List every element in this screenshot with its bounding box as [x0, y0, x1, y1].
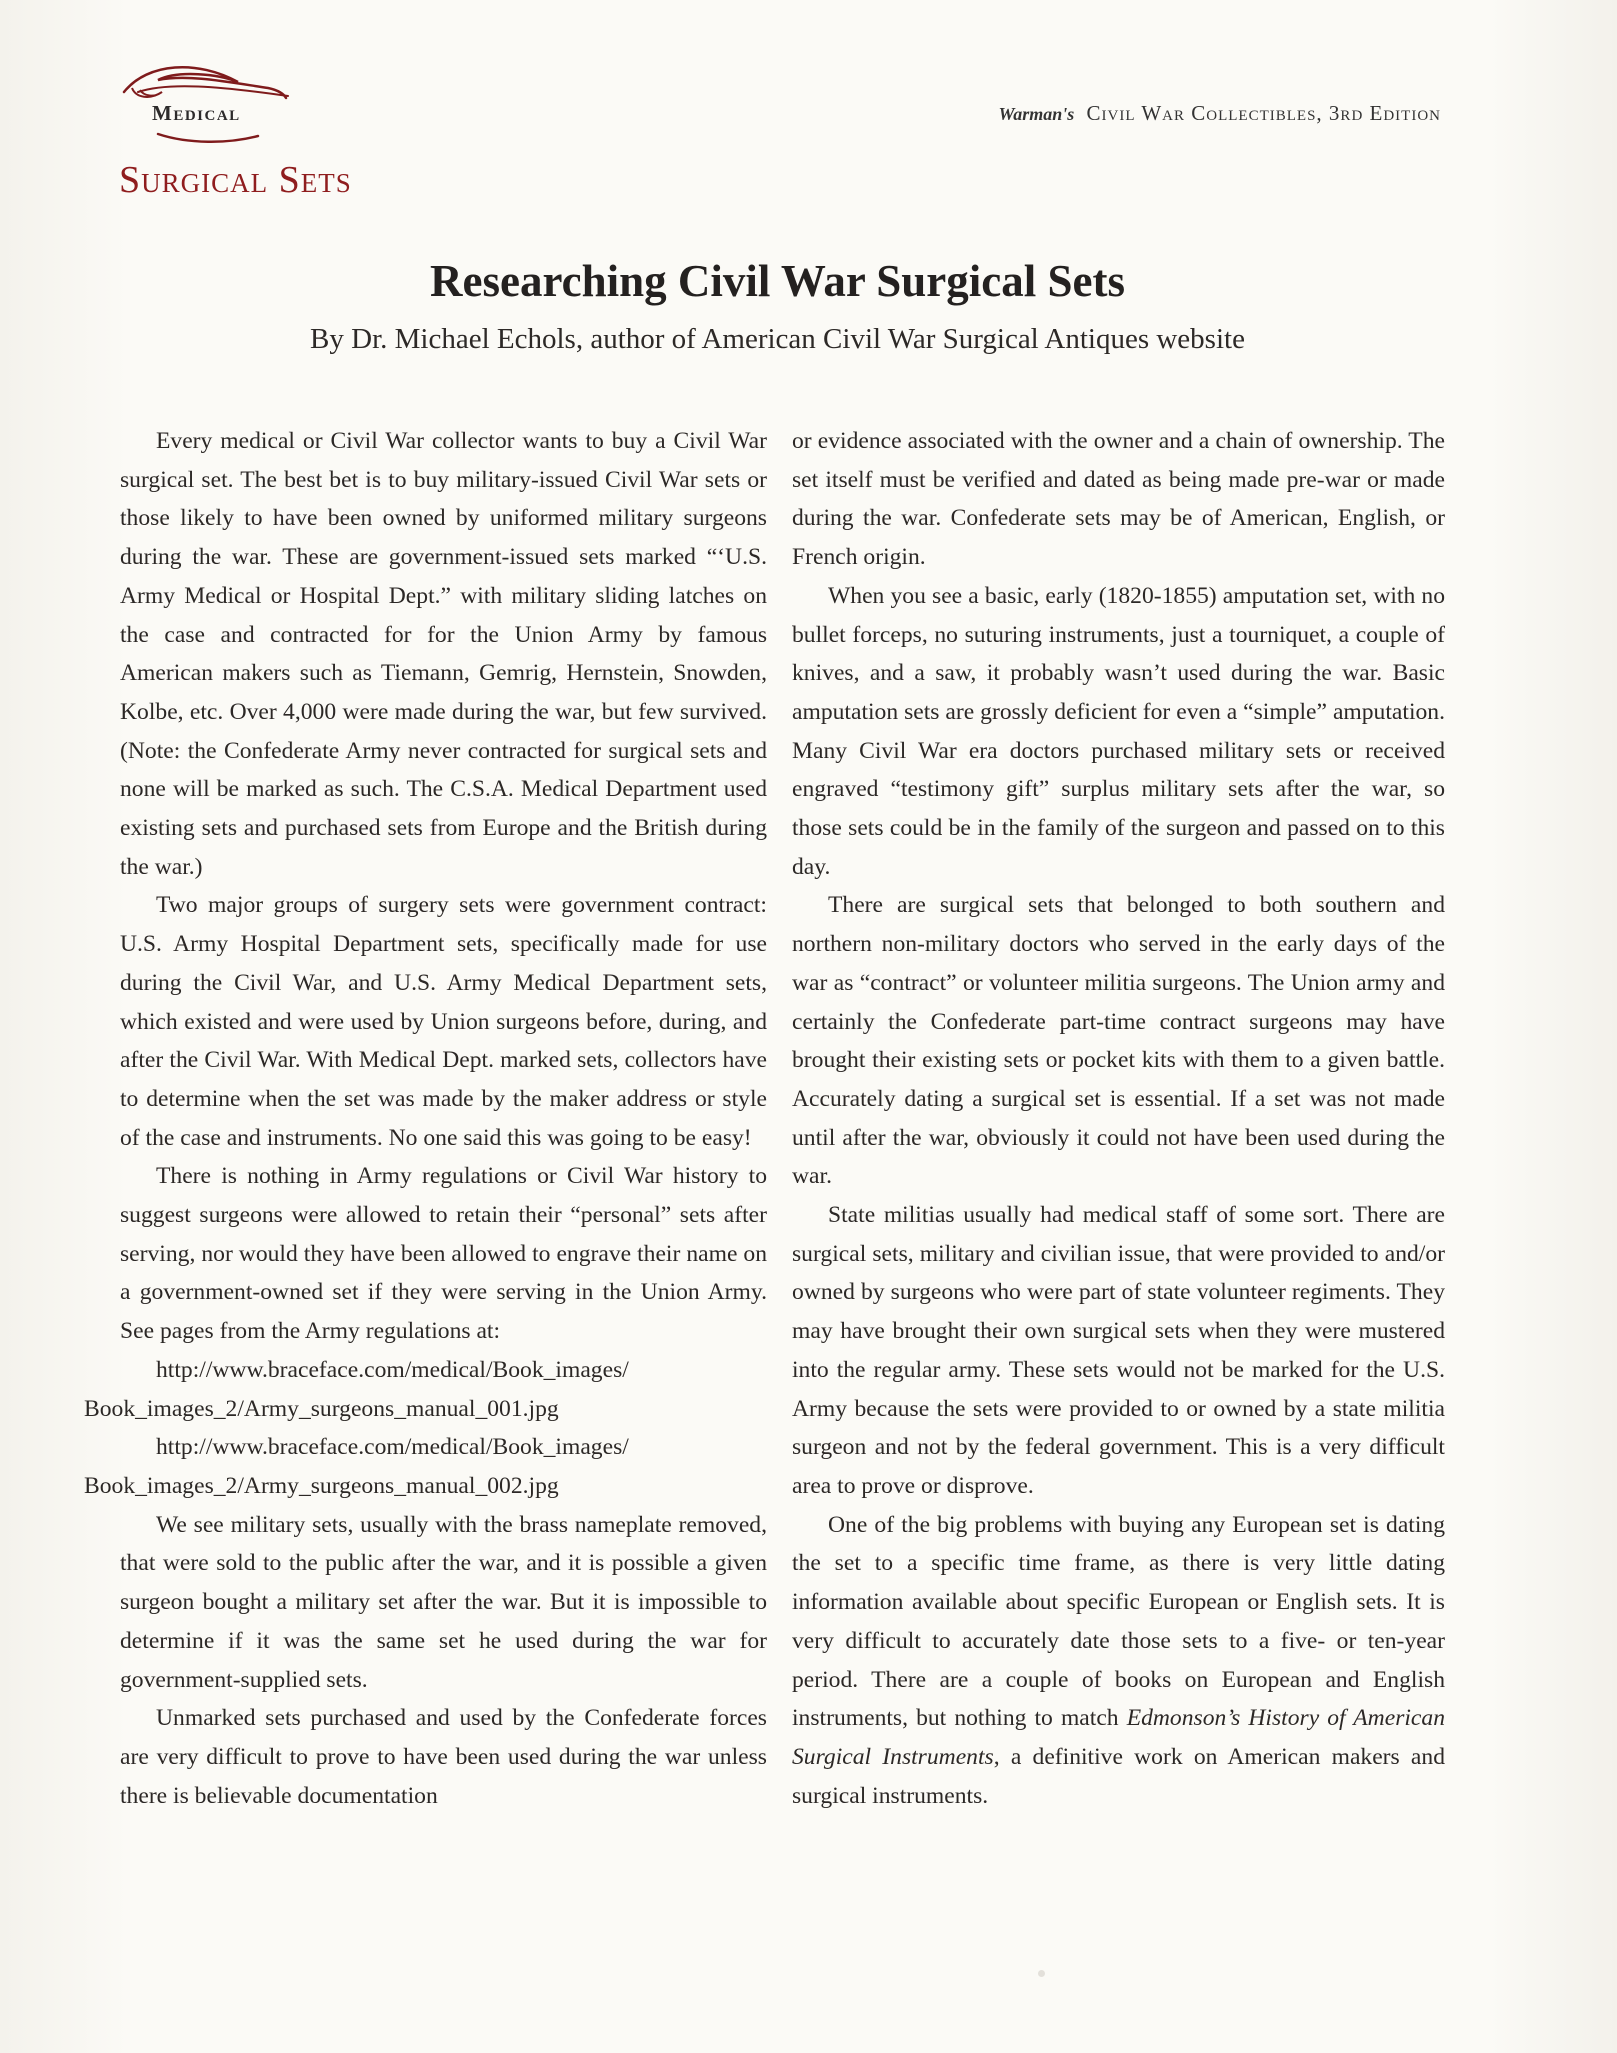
- scan-speck: [1038, 1970, 1045, 1977]
- paragraph-text: One of the big problems with buying any European set is dating the set to a specific time frame, as there is very little dating information available about specific European or English sets. It is very difficult to accurately date those sets to a five- or ten-year period. There are a couple of books on European and English instruments, but nothing to match: [792, 1511, 1445, 1732]
- section-label: Medical: [152, 101, 241, 125]
- book-reference: Edmonson’s History of American Surgical Instruments: [792, 1705, 1445, 1770]
- url-line: http://www.braceface.com/medical/Book_images/: [156, 1356, 629, 1383]
- article-byline: By Dr. Michael Echols, author of American Civil War Surgical Antiques website: [310, 323, 1245, 355]
- paragraph: There are surgical sets that belonged to both southern and northern non-military doctors who served in the early days of the war as “contract” or volunteer militia surgeons. The Union army and certainly the Confederate part-time contract surgeons may have brought their existing sets or pocket kits with them to a given battle. Accurately dating a surgical set is essential. If a set was not made until after the war, obviously it could not have been used during the war.: [792, 892, 1445, 1190]
- section-logo: [118, 52, 298, 152]
- paragraph: We see military sets, usually with the brass nameplate removed, that were sold to the public after the war, and it is possible a given surgeon bought a military set after the war. But it is impossible to determine if it was the same set he used during the war for government-supplied sets.: [120, 1511, 767, 1693]
- brand-logo: Warman's: [998, 104, 1075, 124]
- paragraph: [792, 1506, 1445, 1816]
- url-line: Book_images_2/Army_surgeons_manual_002.jpg: [84, 1472, 559, 1499]
- url-line: http://www.braceface.com/medical/Book_images/: [156, 1434, 629, 1461]
- section-title: Surgical Sets: [119, 159, 352, 201]
- paragraph: When you see a basic, early (1820-1855) amputation set, with no bullet forceps, no suturing instruments, just a tourniquet, a couple of knives, and a saw, it probably wasn’t used during the war. Basic amputation sets are grossly deficient for even a “simple” amputation. Many Civil War era doctors purchased military sets or received engraved “testimony gift” surplus military sets after the war, so those sets could be in the family of the surgeon and passed on to this day.: [792, 582, 1445, 880]
- paragraph: Two major groups of surgery sets were government contract: U.S. Army Hospital Department sets, specifically made for use during the Civil War, and U.S. Army Medical Department sets, which existed and were used by Union surgeons before, during, and after the Civil War. With Medical Dept. marked sets, collectors have to determine when the set was made by the maker address or style of the case and instruments. No one said this was going to be easy!: [120, 892, 767, 1151]
- right-column: [792, 422, 1445, 1815]
- paragraph-text: , a definitive work on American makers and surgical instruments.: [792, 1743, 1445, 1809]
- paragraph: Unmarked sets purchased and used by the Confederate forces are very difficult to prove to have been used during the war unless there is believable documentation: [120, 1705, 767, 1809]
- article-title: Researching Civil War Surgical Sets: [429, 256, 1126, 306]
- url-line: Book_images_2/Army_surgeons_manual_001.jpg: [84, 1395, 559, 1422]
- left-column: [84, 422, 767, 1815]
- paragraph: State militias usually had medical staff of some sort. There are surgical sets, military and civilian issue, that were provided to and/or owned by surgeons who were part of state volunteer regiments. They may have brought their own surgical sets when they were mustered into the regular army. These sets would not be marked for the U.S. Army because the sets were provided to or owned by a state militia surgeon and not by the federal government. This is a very difficult area to prove or disprove.: [792, 1202, 1445, 1499]
- paragraph: or evidence associated with the owner and a chain of ownership. The set itself must be verified and dated as being made pre-war or made during the war. Confederate sets may be of American, English, or French origin.: [792, 428, 1445, 571]
- paragraph: Every medical or Civil War collector wants to buy a Civil War surgical set. The best bet is to buy military-issued Civil War sets or those likely to have been owned by uniformed military surgeons during the war. These are government-issued sets marked “‘U.S. Army Medical or Hospital Dept.” with military sliding latches on the case and contracted for for the Union Army by famous American makers such as Tiemann, Gemrig, Hernstein, Snowden, Kolbe, etc. Over 4,000 were made during the war, but few survived. (Note: the Confederate Army never contracted for surgical sets and none will be marked as such. The C.S.A. Medical Department used existing sets and purchased sets from Europe and the British during the war.): [120, 428, 767, 880]
- url-link[interactable]: [84, 1428, 767, 1505]
- paragraph: There is nothing in Army regulations or Civil War history to suggest surgeons were allowed to retain their “personal” sets after serving, nor would they have been allowed to engrave their name on a government-owned set if they were serving in the Union Army. See pages from the Army regulations at:: [120, 1163, 767, 1345]
- book-title: Civil War Collectibles, 3rd Edition: [1086, 101, 1441, 125]
- running-head: [999, 101, 1441, 126]
- url-link[interactable]: [84, 1351, 767, 1428]
